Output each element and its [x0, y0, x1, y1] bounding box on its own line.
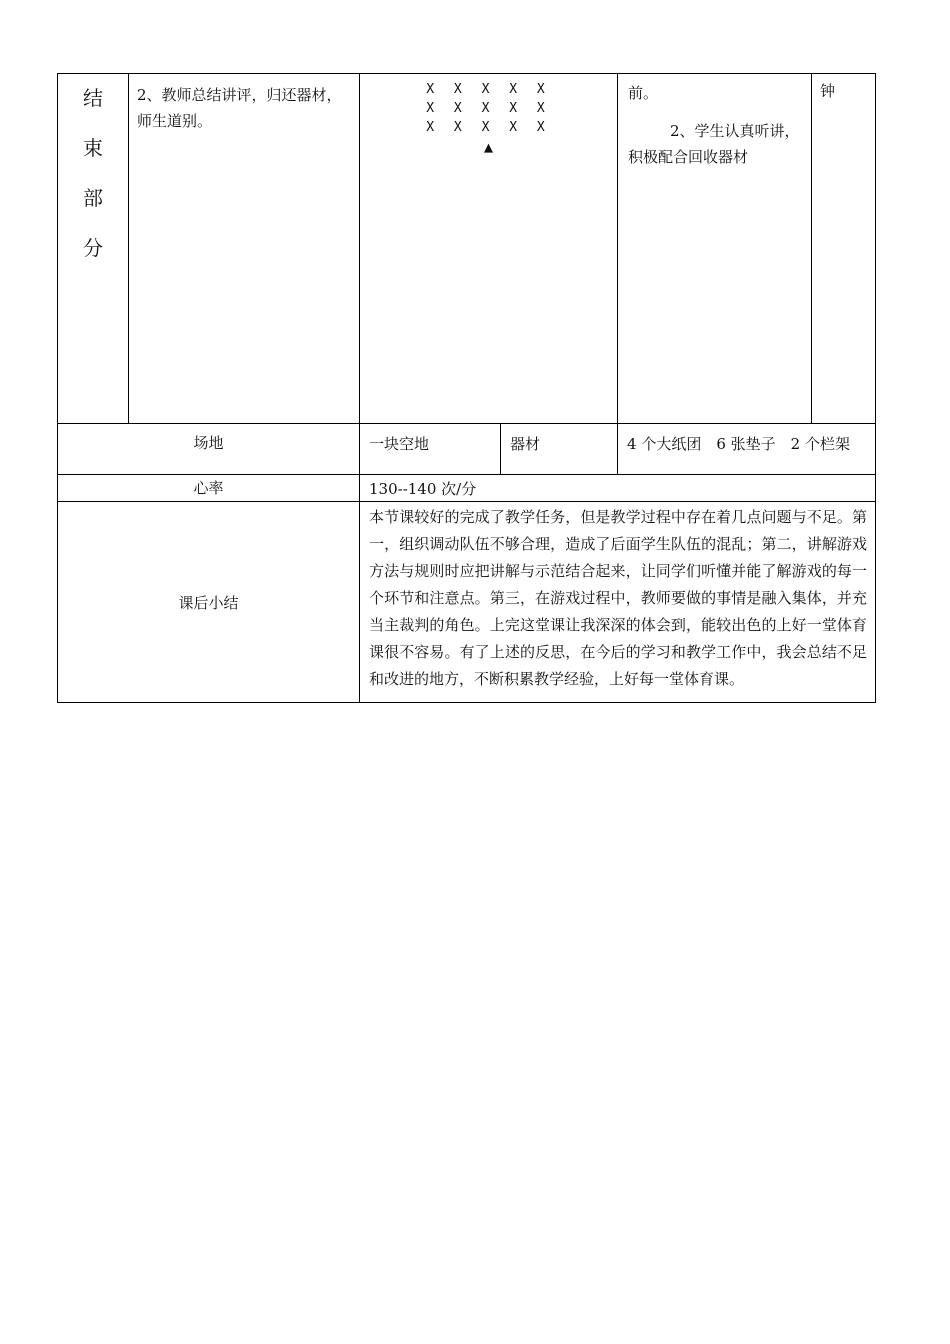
time-unit: 钟 — [820, 82, 836, 100]
section-label-char: 束 — [83, 136, 103, 160]
section-label-cell — [58, 74, 129, 424]
section-label-char: 部 — [83, 186, 103, 210]
student-activity-cell — [618, 74, 812, 424]
summary-row — [58, 502, 876, 703]
formation-cell — [360, 74, 618, 424]
section-label-char: 结 — [83, 86, 103, 110]
heart-rate-value: 130--140 次/分 — [360, 475, 876, 502]
section-label-char: 分 — [83, 236, 103, 260]
student-activity-line: 2、学生认真听讲，积极配合回收器材 — [628, 122, 800, 166]
teacher-activity-text: 2、教师总结讲评，归还器材，师生道别。 — [137, 86, 342, 130]
student-activity-line: 前。 — [628, 84, 659, 102]
teacher-position-triangle-icon: ▲ — [483, 138, 494, 156]
ending-section-row — [58, 74, 876, 424]
heart-rate-label: 心率 — [58, 475, 360, 502]
lesson-plan-table — [57, 73, 876, 703]
summary-text: 本节课较好的完成了教学任务，但是教学过程中存在着几点问题与不足。第一，组织调动队伍不够合理，造成了后面学生队伍的混乱；第二，讲解游戏方法与规则时应把讲解与示范结合起来，让同学们听懂并能了解游戏的每一个环节和注意点。第三，在游戏过程中，教师要做的事情是融入集体，并充当主裁判的角色。上完这堂课让我深深的体会到，能较出色的上好一堂体育课很不容易。有了上述的反思，在今后的学习和教学工作中，我会总结不足和改进的地方，不断积累教学经验，上好每一堂体育课。 — [360, 502, 876, 703]
formation-row: X X X X X — [426, 82, 551, 97]
venue-row — [58, 424, 876, 475]
teacher-activity-cell — [129, 74, 360, 424]
venue-value: 一块空地 — [360, 424, 501, 475]
venue-label: 场地 — [58, 424, 360, 475]
summary-label: 课后小结 — [58, 502, 360, 703]
equipment-label: 器材 — [501, 424, 618, 475]
formation-row: X X X X X — [426, 120, 551, 135]
heart-rate-row — [58, 475, 876, 502]
formation-row: X X X X X — [426, 101, 551, 116]
equipment-value: 4 个大纸团 6 张垫子 2 个栏架 — [618, 424, 876, 475]
time-cell — [812, 74, 876, 424]
